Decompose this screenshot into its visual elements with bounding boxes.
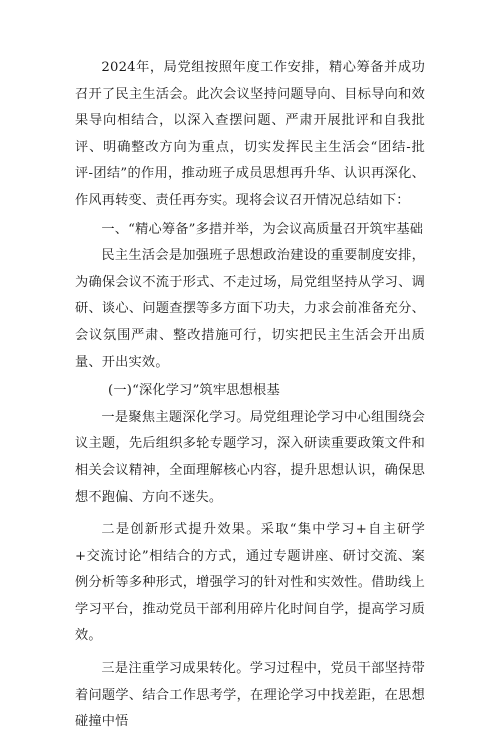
document-body [75,55,425,736]
study-point-3-paragraph: 三是注重学习成果转化。学习过程中，党员干部坚持带着问题学、结合工作思考学，在理论学习中找差距，在思想碰撞中悟 [75,661,425,730]
study-point-1-paragraph: 一是聚焦主题深化学习。局党组理论学习中心组围绕会议主题，先后组织多轮专题学习，深入研读重要政策文件和相关会议精神，全面理解核心内容，提升思想认识，确保思想不跑偏、方向不迷失。 [75,409,425,505]
section-heading-1: 一、“精心筹备”多措并举，为会议高质量召开筑牢基础 [101,221,424,237]
section-1-paragraph: 民主生活会是加强班子思想政治建设的重要制度安排，为确保会议不流于形式、不走过场，局党组坚持从学习、调研、谈心、问题查摆等多方面下功夫，力求会前准备充分、会议氛围严肃、整改措施可行，切实把民主生活会开出质量、开出实效。 [75,248,425,370]
study-point-2-paragraph: 二是创新形式提升效果。采取“集中学习+自主研学+交流讨论”相结合的方式，通过专题讲座、研讨交流、案例分析等多种形式，增强学习的针对性和实效性。借助线上学习平台，推动党员干部利用碎片化时间自学，提高学习质效。 [75,522,425,644]
intro-paragraph: 2024年，局党组按照年度工作安排，精心筹备并成功召开了民主生活会。此次会议坚持问题导向、目标导向和效果导向相结合，以深入查摆问题、严肃开展批评和自我批评、明确整改方向为重点，切实发挥民主生活会“团结-批评-团结”的作用，推动班子成员思想再升华、认识再深化、作风再转变、责任再夯实。现将会议召开情况总结如下： [75,60,425,208]
subsection-heading-1-1: (一)“深化学习”筑牢思想根基 [108,383,280,399]
